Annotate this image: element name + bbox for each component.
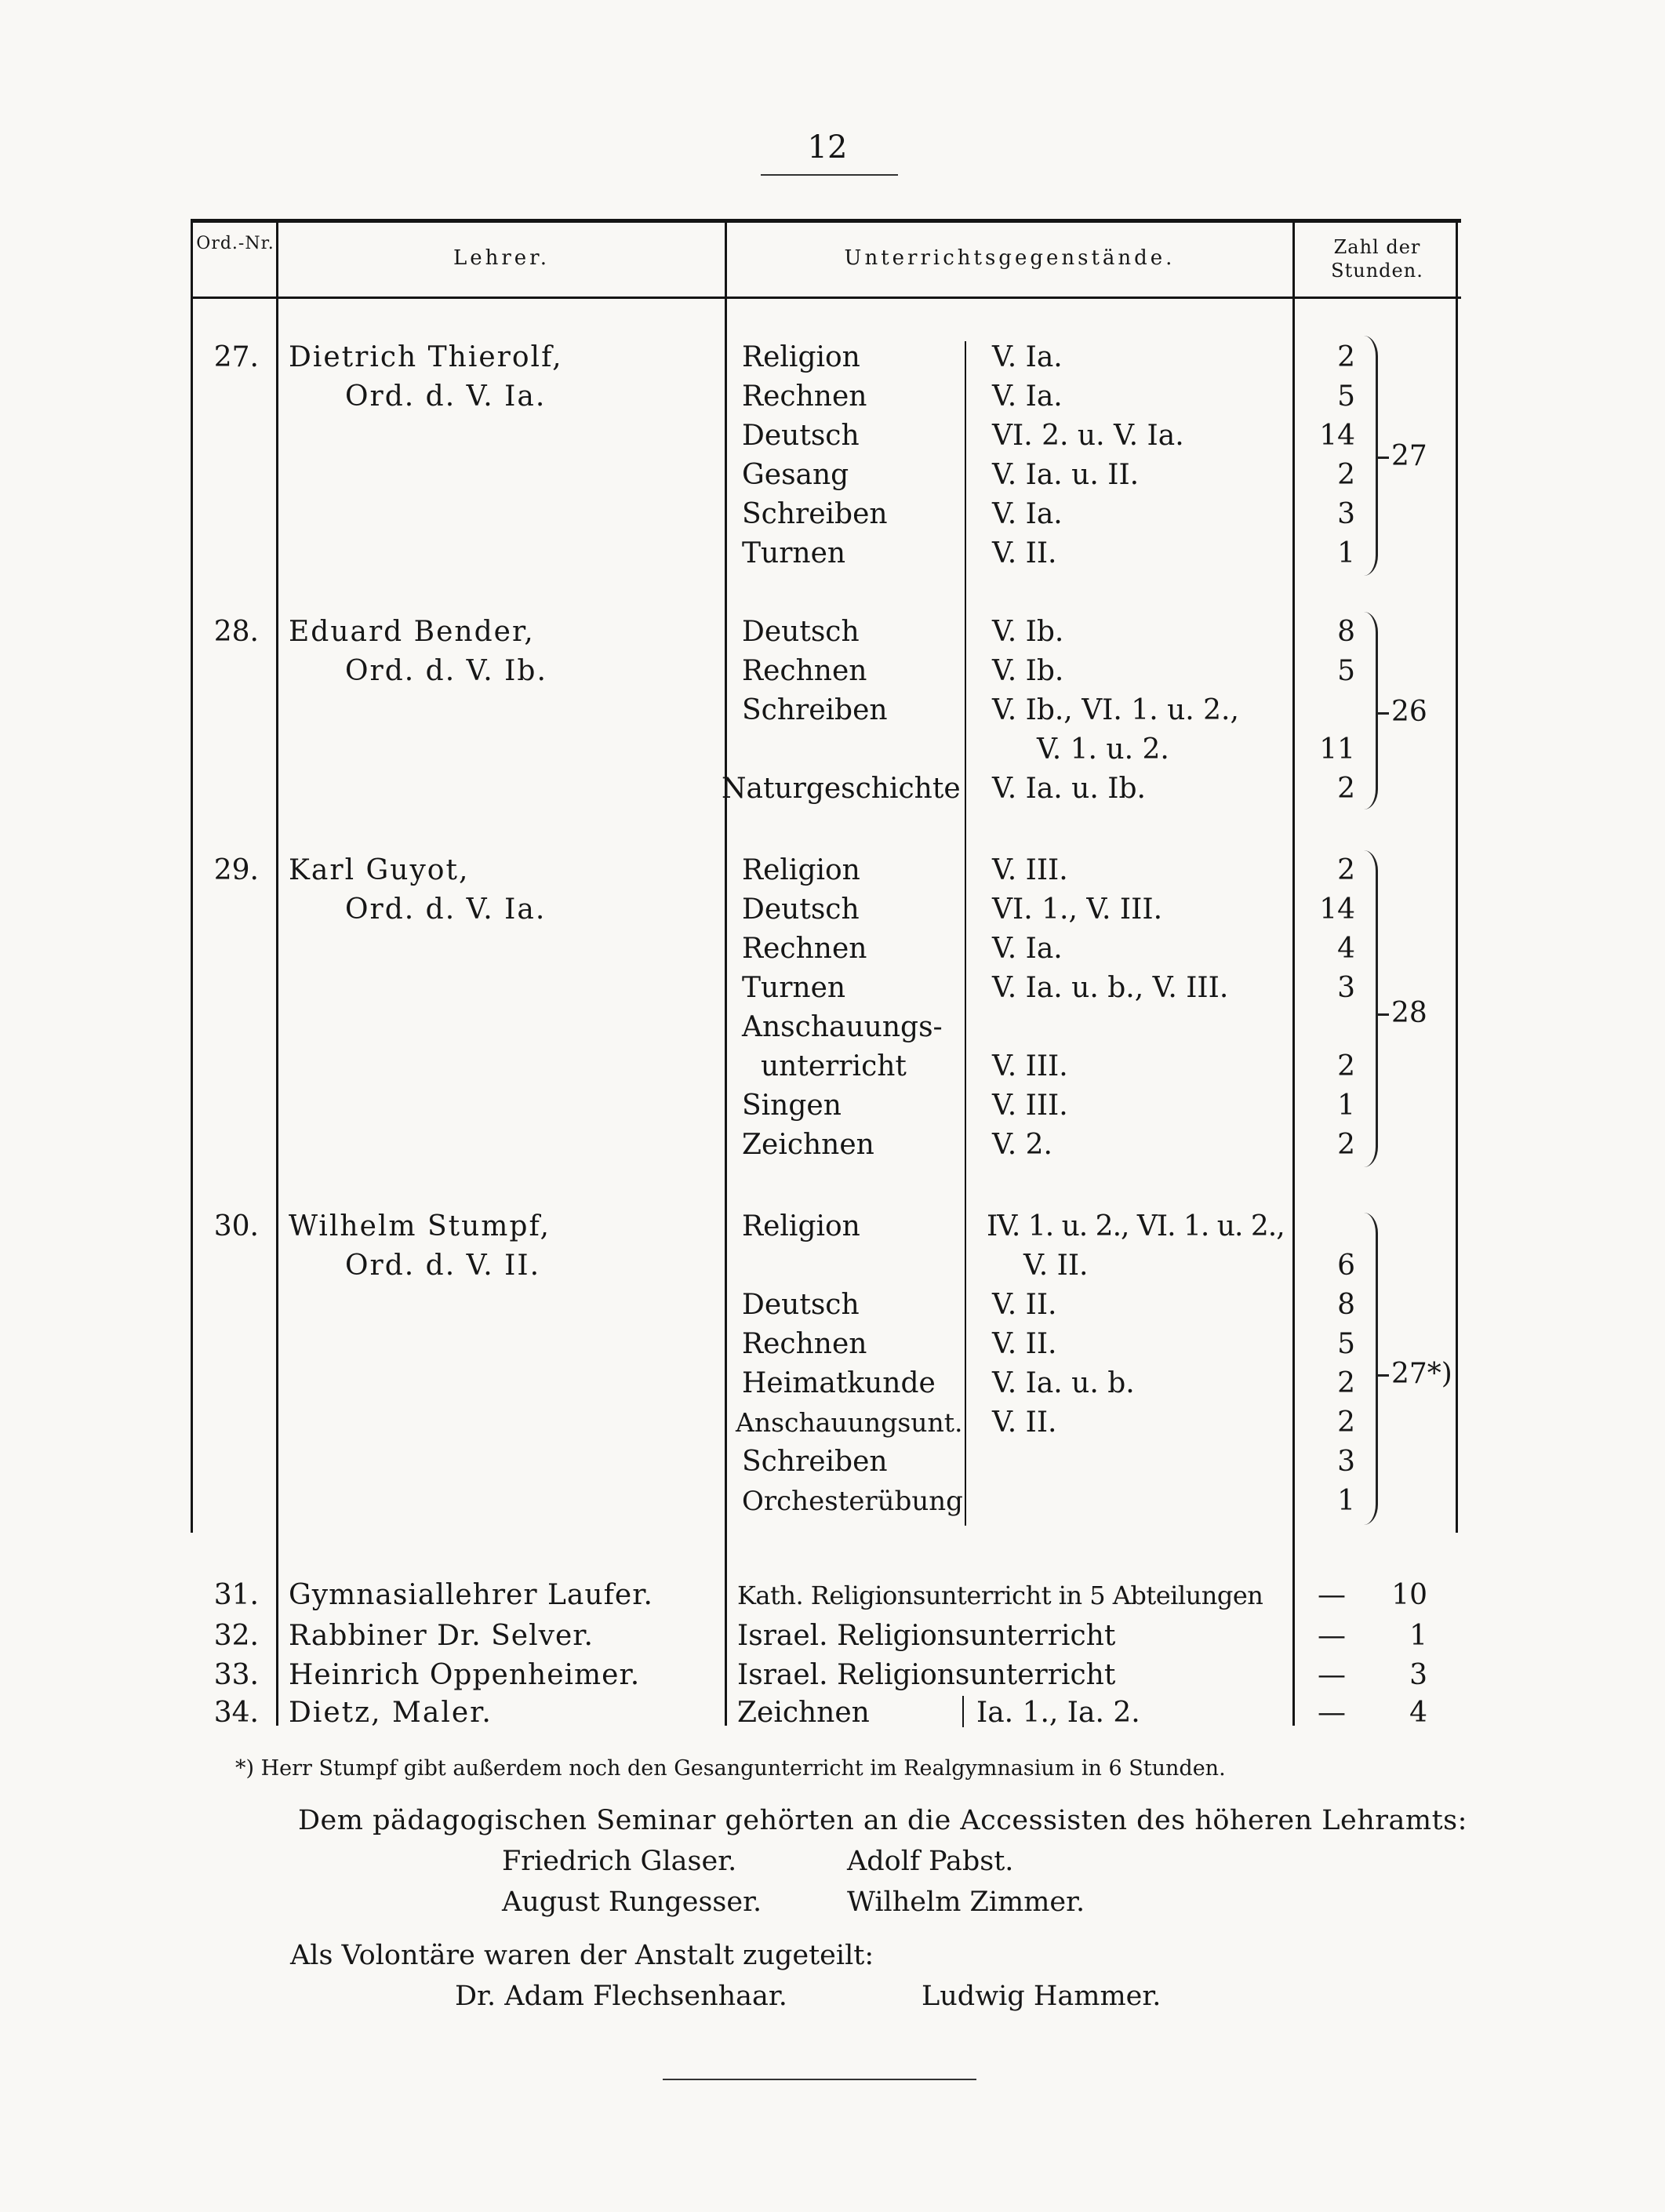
entry-number: 34.: [213, 1697, 259, 1729]
page-number: 12: [807, 129, 848, 166]
total-hours: 4: [1409, 1697, 1427, 1729]
class: V. Ib.: [992, 655, 1064, 687]
teacher-role: Ord. d. V. Ib.: [345, 655, 547, 687]
total-hours: 27*): [1391, 1358, 1452, 1390]
class: V. Ia. u. Ib.: [992, 773, 1146, 805]
hours: 8: [1337, 1289, 1355, 1321]
class: V. Ia.: [992, 498, 1063, 530]
entry-number: 33.: [213, 1659, 259, 1691]
teacher-name: Dietz, Maler.: [289, 1697, 493, 1729]
hours: 1: [1337, 1485, 1355, 1517]
seminar-name: Adolf Pabst.: [847, 1846, 1014, 1877]
hours: 3: [1337, 1446, 1355, 1478]
table-top-rule: [191, 219, 1461, 223]
subject: Schreiben: [742, 1446, 888, 1478]
subject: Religion: [742, 1210, 860, 1242]
class: V. Ia.: [992, 341, 1063, 373]
class: V. Ib.: [992, 616, 1064, 648]
brace: [1358, 1213, 1378, 1525]
dash: —: [1318, 1579, 1346, 1611]
subject: Deutsch: [742, 420, 860, 452]
entry-number: 29.: [213, 854, 259, 886]
teacher-name: Gymnasiallehrer Laufer.: [289, 1579, 653, 1611]
subject: Singen: [742, 1090, 842, 1122]
subject: Zeichnen: [737, 1697, 870, 1729]
seminar-name: Wilhelm Zimmer.: [847, 1886, 1085, 1918]
total-hours: 26: [1391, 696, 1427, 728]
hours: 5: [1337, 1328, 1355, 1360]
header-hours: Zahl der Stunden.: [1331, 236, 1423, 282]
teacher-name: Heinrich Oppenheimer.: [289, 1659, 641, 1691]
class: V. Ib., VI. 1. u. 2.,: [992, 694, 1239, 726]
column-divider-subjects: [1292, 221, 1295, 1726]
subject: Religion: [742, 341, 860, 373]
teacher-name: Rabbiner Dr. Selver.: [289, 1620, 594, 1652]
class: Ia. 1., Ia. 2.: [976, 1697, 1140, 1729]
hours: 2: [1337, 341, 1355, 373]
volunteer-name: Dr. Adam Flechsenhaar.: [455, 1981, 787, 2012]
brace-tip: [1378, 1013, 1389, 1016]
teacher-role: Ord. d. V. Ia.: [345, 380, 547, 413]
class: V. 2.: [992, 1129, 1052, 1161]
hours: 2: [1337, 773, 1355, 805]
volunteers-intro: Als Volontäre waren der Anstalt zugeteilt:: [290, 1940, 874, 1971]
class: V. III.: [992, 1050, 1068, 1082]
hours: 11: [1319, 733, 1355, 766]
total-hours: 1: [1409, 1620, 1427, 1652]
total-hours: 10: [1391, 1579, 1427, 1611]
class: V. II.: [992, 537, 1057, 569]
class: V. Ia. u. II.: [992, 459, 1140, 491]
class: V. Ia. u. b.: [992, 1367, 1135, 1399]
hours: 2: [1337, 1406, 1355, 1439]
header-teacher: Lehrer.: [453, 246, 551, 270]
subject: Turnen: [742, 537, 846, 569]
header-ord-nr: Ord.-Nr.: [196, 234, 274, 253]
hours: 3: [1337, 498, 1355, 530]
subject: Deutsch: [742, 893, 860, 926]
subject: Heimatkunde: [742, 1367, 936, 1399]
column-divider-class-short: [962, 1696, 964, 1727]
subject: Gesang: [742, 459, 849, 491]
entry-number: 32.: [213, 1620, 259, 1652]
subject: Deutsch: [742, 1289, 860, 1321]
subject: Rechnen: [742, 380, 867, 413]
subject: Religion: [742, 854, 860, 886]
dash: —: [1318, 1620, 1346, 1652]
brace: [1358, 612, 1378, 809]
subject: Rechnen: [742, 933, 867, 965]
class: V. Ia. u. b., V. III.: [992, 972, 1229, 1004]
class: V. III.: [992, 1090, 1068, 1122]
subject: Orchesterübung: [742, 1486, 963, 1517]
seminar-name: Friedrich Glaser.: [502, 1846, 737, 1877]
subject: Deutsch: [742, 616, 860, 648]
brace-tip: [1378, 457, 1389, 459]
teacher-name: Eduard Bender,: [289, 616, 535, 648]
brace: [1358, 336, 1378, 576]
dash: —: [1318, 1697, 1346, 1729]
hours: 2: [1337, 1050, 1355, 1082]
seminar-name: August Rungesser.: [502, 1886, 762, 1918]
class: V. II.: [992, 1406, 1057, 1439]
class: V. II.: [1023, 1250, 1089, 1282]
class: V. Ia.: [992, 933, 1063, 965]
subject: Zeichnen: [742, 1129, 874, 1161]
closing-rule: [663, 2079, 976, 2080]
total-hours: 28: [1391, 997, 1427, 1029]
hours: 5: [1337, 380, 1355, 413]
total-hours: 27: [1391, 440, 1427, 472]
column-divider-nr: [276, 221, 278, 1726]
hours: 2: [1337, 459, 1355, 491]
subject: Anschauungs-: [742, 1011, 943, 1043]
column-divider-class: [965, 341, 966, 1526]
subject: Naturgeschichte: [722, 773, 961, 805]
hours: 1: [1337, 1090, 1355, 1122]
subject: Schreiben: [742, 694, 888, 726]
hours: 5: [1337, 655, 1355, 687]
subject: Israel. Religionsunterricht: [737, 1659, 1116, 1691]
class: V. II.: [992, 1328, 1057, 1360]
class: V. II.: [992, 1289, 1057, 1321]
brace-tip: [1378, 1374, 1389, 1377]
hours: 14: [1319, 420, 1355, 452]
entry-number: 27.: [213, 341, 259, 373]
hours: 14: [1319, 893, 1355, 926]
subject: Turnen: [742, 972, 846, 1004]
dash: —: [1318, 1659, 1346, 1691]
class: V. Ia.: [992, 380, 1063, 413]
hours: 2: [1337, 854, 1355, 886]
hours: 3: [1337, 972, 1355, 1004]
subject: Rechnen: [742, 655, 867, 687]
hours: 2: [1337, 1367, 1355, 1399]
teacher-name: Karl Guyot,: [289, 854, 470, 886]
hours: 2: [1337, 1129, 1355, 1161]
brace: [1358, 850, 1378, 1167]
page-number-rule: [761, 174, 898, 176]
teacher-name: Wilhelm Stumpf,: [289, 1210, 551, 1242]
class: V. III.: [992, 854, 1068, 886]
subject: Israel. Religionsunterricht: [737, 1620, 1116, 1652]
footnote: *) Herr Stumpf gibt außerdem noch den Gesangunterricht im Realgymnasium in 6 Stunden.: [235, 1756, 1226, 1781]
entry-number: 30.: [213, 1210, 259, 1242]
teacher-name: Dietrich Thierolf,: [289, 341, 563, 373]
teacher-role: Ord. d. V. II.: [345, 1250, 541, 1282]
subject: Kath. Religionsunterricht in 5 Abteilungen: [737, 1581, 1263, 1610]
total-hours: 3: [1409, 1659, 1427, 1691]
table-header-rule: [191, 297, 1461, 299]
class: VI. 1., V. III.: [992, 893, 1163, 926]
hours: 6: [1337, 1250, 1355, 1282]
subject: unterricht: [761, 1050, 907, 1082]
teacher-role: Ord. d. V. Ia.: [345, 893, 547, 926]
header-subjects: Unterrichtsgegenstände.: [844, 246, 1176, 270]
hours: 4: [1337, 933, 1355, 965]
brace-tip: [1378, 712, 1389, 715]
subject: Anschauungsunt.: [736, 1407, 963, 1438]
column-divider-teacher: [725, 221, 727, 1726]
class: IV. 1. u. 2., VI. 1. u. 2.,: [987, 1210, 1285, 1242]
volunteer-name: Ludwig Hammer.: [922, 1981, 1162, 2012]
column-divider-right: [1456, 221, 1458, 1533]
hours: 1: [1337, 537, 1355, 569]
subject: Rechnen: [742, 1328, 867, 1360]
seminar-intro: Dem pädagogischen Seminar gehörten an die Accessisten des höheren Lehramts:: [298, 1805, 1467, 1836]
class: VI. 2. u. V. Ia.: [992, 420, 1184, 452]
hours: 8: [1337, 616, 1355, 648]
subject: Schreiben: [742, 498, 888, 530]
class: V. 1. u. 2.: [1037, 733, 1169, 766]
entry-number: 28.: [213, 616, 259, 648]
entry-number: 31.: [213, 1579, 259, 1611]
